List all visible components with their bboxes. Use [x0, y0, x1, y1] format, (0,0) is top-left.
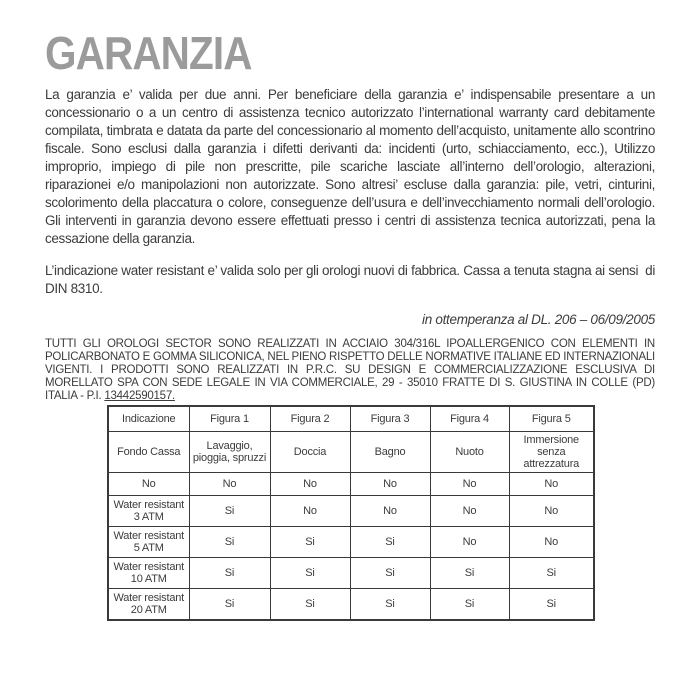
table-row [108, 473, 594, 496]
table-cell: Water resistant 20 ATM [108, 589, 189, 621]
law-reference: in ottemperanza al DL. 206 – 06/09/2005 [422, 312, 655, 327]
table-cell: Si [430, 558, 509, 589]
table-header-cell: Figura 1 [189, 406, 270, 432]
warranty-terms-paragraph: La garanzia e’ valida per due anni. Per beneficiare della garanzia e’ indispensabile presentare a un concessionario o a un centro di assistenza tecnico autorizzato l’international warranty card debitamente compilata, timbrata e datata da parte del concessionario al momento dell’acquisto, unitamente allo scontrino fiscale. Sono esclusi dalla garanzia i difetti derivanti da: incidenti (urto, schiacciamento, ecc.), Utilizzo improprio, impiego di pile non prescritte, pile scariche lasciate all’interno dell’orologio, alterazioni, riparazionei e/o manipolazioni non autorizzate. Sono altresi’ escluse dalla garanzia: pile, vetri, cinturini, scolorimento della placcatura o colore, conseguenze dell’usura e dell’invecchiamento normali dell’orologio. Gli interventi in garanzia devono essere effettuati presso i centri di assistenza tecnica autorizzati, pena la cessazione della garanzia. [45, 87, 655, 246]
table-cell: Immersione senza attrezzatura [509, 432, 594, 473]
table-cell: Si [270, 527, 350, 558]
table-cell: Si [350, 589, 430, 621]
vat-number: 13442590157. [104, 390, 175, 402]
table-cell: Doccia [270, 432, 350, 473]
table-cell: No [270, 473, 350, 496]
water-resistance-table [107, 405, 595, 621]
table-cell: No [430, 496, 509, 527]
table-cell: No [509, 496, 594, 527]
table-row [108, 527, 594, 558]
table-cell: Si [189, 527, 270, 558]
page-title: GARANZIA [45, 27, 252, 79]
table-cell: Lavaggio, pioggia, spruzzi [189, 432, 270, 473]
table-cell: Si [270, 589, 350, 621]
table-header-cell: Figura 3 [350, 406, 430, 432]
table-row [108, 496, 594, 527]
table-cell: Nuoto [430, 432, 509, 473]
table-header-row [108, 406, 594, 432]
table-cell: No [108, 473, 189, 496]
table-cell: Si [350, 558, 430, 589]
table-cell: No [350, 496, 430, 527]
table-header-cell: Figura 5 [509, 406, 594, 432]
table-cell: Si [189, 589, 270, 621]
table-header-cell: Figura 4 [430, 406, 509, 432]
table-cell: Si [350, 527, 430, 558]
table-row [108, 558, 594, 589]
table-header-cell: Indicazione [108, 406, 189, 432]
table-cell: Si [189, 496, 270, 527]
table-header-cell: Figura 2 [270, 406, 350, 432]
table-cell: No [430, 473, 509, 496]
table-cell: Bagno [350, 432, 430, 473]
table-cell: Fondo Cassa [108, 432, 189, 473]
table-cell: Si [509, 589, 594, 621]
table-cell: Si [430, 589, 509, 621]
table-cell: Water resistant 3 ATM [108, 496, 189, 527]
manufacturer-text: TUTTI GLI OROLOGI SECTOR SONO REALIZZATI IN ACCIAIO 304/316L IPOALLERGENICO CON ELEMENTI IN POLICARBONATO E GOMMA SILICONICA, NEL PIENO RISPETTO DELLE NORMATIVE ITALIANE ED INTERNAZIONALI VIGENTI. I PRODOTTI SONO REALIZZATI IN P.R.C. SU DESIGN E COMMERCIALIZZAZIONE ESCLUSIVA DI MORELLATO SPA CON SEDE LEGALE IN VIA COMMERCIALE, 29 - 35010 FRATTE DI S. GIUSTINA IN COLLE (PD) ITALIA - P.I. [45, 338, 655, 402]
table-row [108, 589, 594, 621]
table-cell: No [270, 496, 350, 527]
table-cell: No [430, 527, 509, 558]
table-cell: Si [270, 558, 350, 589]
table-cell: Water resistant 10 ATM [108, 558, 189, 589]
table-cell: No [509, 527, 594, 558]
table-cell: Water resistant 5 ATM [108, 527, 189, 558]
water-resistant-paragraph: L’indicazione water resistant e’ valida solo per gli orologi nuovi di fabbrica. Cassa a tenuta stagna ai sensi di DIN 8310. [45, 263, 655, 296]
table-cell: Si [189, 558, 270, 589]
table-cell: No [350, 473, 430, 496]
manufacturer-paragraph [45, 338, 655, 403]
table-cell: No [189, 473, 270, 496]
table-cell: Si [509, 558, 594, 589]
table-row [108, 432, 594, 473]
table-cell: No [509, 473, 594, 496]
